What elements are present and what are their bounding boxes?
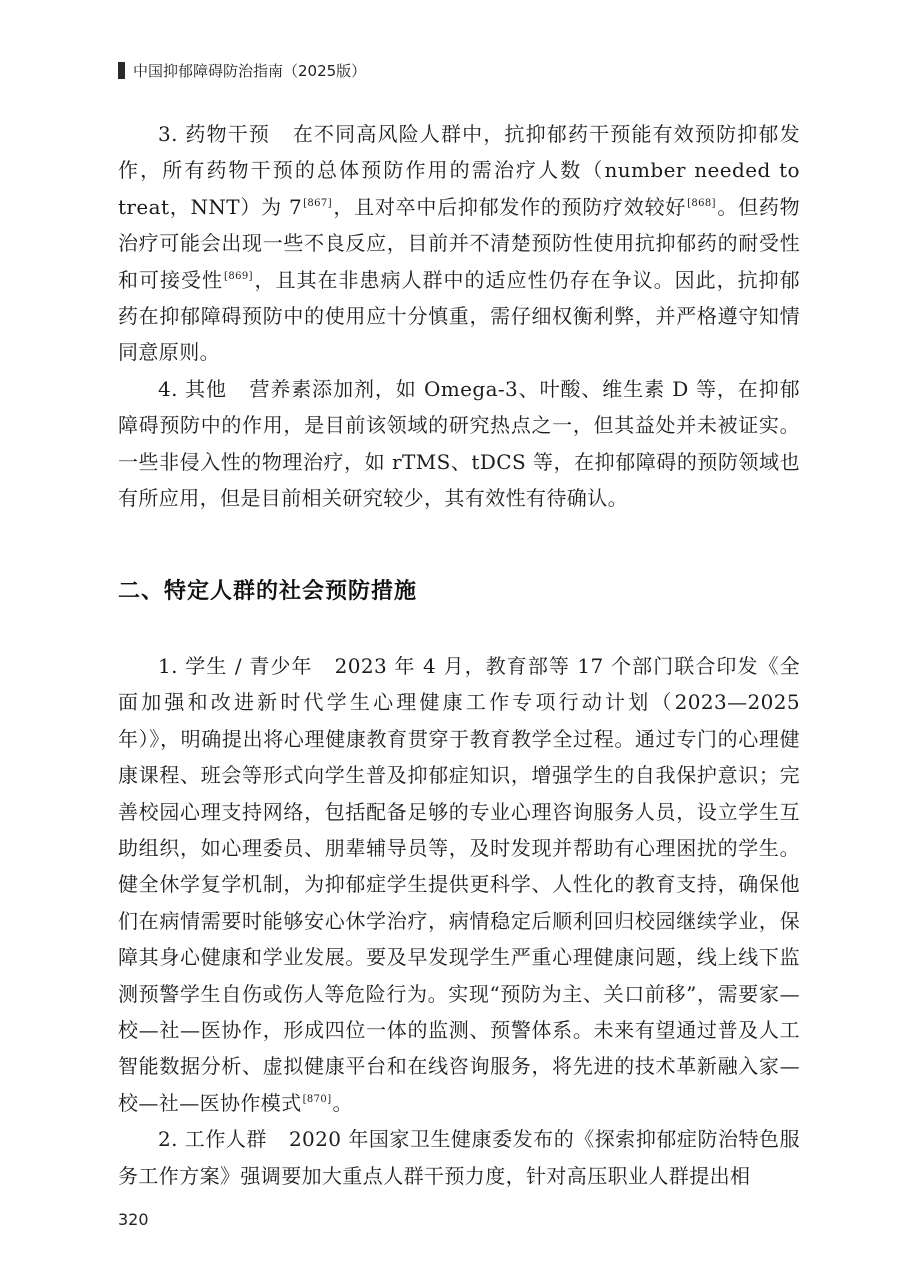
paragraph-text: ，且对卒中后抑郁发作的预防疗效较好 [333,194,687,219]
paragraph-workers [118,1121,800,1194]
paragraph-label: 4. 其他 [158,376,227,401]
paragraph-label: 2. 工作人群 [158,1127,267,1152]
paragraph-label: 1. 学生 / 青少年 [158,654,313,678]
citation: [867] [303,198,332,210]
paragraph-text: ，且其在非患病人群中的适应性仍存在争议。因此，抗抑郁药在抑郁障碍预防中的使用应十分慎重，需仔细权衡利弊，并严格遵守知情同意原则。 [118,267,801,365]
paragraph-text: 。 [332,1090,353,1115]
paragraph-text: 营养素添加剂，如 Omega-3、叶酸、维生素 D 等，在抑郁障碍预防中的作用，是目前该领域的研究热点之一，但其益处并未被证实。一些非侵入性的物理治疗，如 rTMS、tDCS 等，在抑郁障碍的预防领域也有所应用，但是目前相关研究较少，其有效性有待确认。 [118,376,800,511]
paragraph-drug-intervention [118,116,800,371]
running-header [118,60,366,81]
paragraph-students [118,648,800,1121]
section-heading: 二、特定人群的社会预防措施 [118,579,418,604]
citation: [868] [687,198,716,210]
citation: [869] [224,270,253,282]
section-1-body [118,116,800,516]
paragraph-text: 2020 年国家卫生健康委发布的《探索抑郁症防治特色服务工作方案》强调要加大重点人群干预力度，针对高压职业人群提出相 [118,1127,800,1188]
citation: [870] [302,1094,332,1106]
paragraph-other [118,371,800,517]
header-title: 中国抑郁障碍防治指南（2025版） [133,62,367,80]
header-bar-icon [118,62,125,79]
paragraph-label: 3. 药物干预 [158,122,271,146]
paragraph-text: 在不同高风险人群中，抗抑郁药干预能有效预防抑郁发作，所有药物干预的总体预防作用的需治疗人数（number needed to treat，NNT）为 7 [118,122,800,219]
section-2-body [118,648,800,1194]
paragraph-text: 。但药物治疗可能会出现一些不良反应，目前并不清楚预防性使用抗抑郁药的耐受性和可接受性 [118,194,800,292]
page-number: 320 [118,1210,149,1229]
paragraph-text: 2023 年 4 月，教育部等 17 个部门联合印发《全面加强和改进新时代学生心理健康工作专项行动计划（2023—2025 年）》，明确提出将心理健康教育贯穿于教育教学全过程。通过专门的心理健康课程、班会等形式向学生普及抑郁症知识，增强学生的自我保护意识；完善校园心理支持网络，包括配备足够的专业心理咨询服务人员，设立学生互助组织，如心理委员、朋辈辅导员等，及时发现并帮助有心理困扰的学生。健全休学复学机制，为抑郁症学生提供更科学、人性化的教育支持，确保他们在病情需要时能够安心休学治疗，病情稳定后顺利回归校园继续学业，保障其身心健康和学业发展。要及早发现学生严重心理健康问题，线上线下监测预警学生自伤或伤人等危险行为。实现“预防为主、关口前移”，需要家—校—社—医协作，形成四位一体的监测、预警体系。未来有望通过普及人工智能数据分析、虚拟健康平台和在线咨询服务，将先进的技术革新融入家—校—社—医协作模式 [118,654,800,1115]
